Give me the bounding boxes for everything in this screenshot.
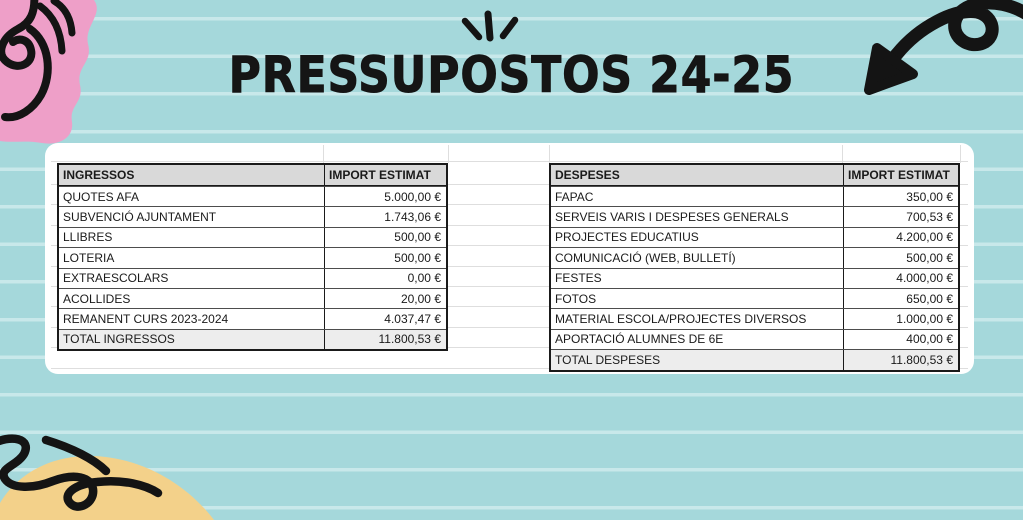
row-label: COMUNICACIÓ (WEB, BULLETÍ) [551,248,844,267]
column-header: DESPESES [551,165,844,185]
gridline [448,145,449,163]
row-label: MATERIAL ESCOLA/PROJECTES DIVERSOS [551,309,844,328]
total-label: TOTAL INGRESSOS [59,330,325,349]
row-label: FESTES [551,269,844,288]
column-header: IMPORT ESTIMAT [329,168,431,182]
table-row [551,186,958,206]
page-title: PRESSUPOSTOS 24-25 [228,46,795,104]
sparkle-icon [455,8,525,50]
row-amount: 500,00 € [394,230,441,245]
gridline [323,145,324,163]
row-label: REMANENT CURS 2023-2024 [59,309,325,328]
row-amount: 400,00 € [906,332,953,347]
row-label: FAPAC [551,187,844,206]
row-amount: 4.000,00 € [896,271,953,286]
row-label: SERVEIS VARIS I DESPESES GENERALS [551,207,844,226]
table-header-row [59,165,446,186]
table-row [551,247,958,267]
spreadsheet-panel [45,143,974,374]
row-amount: 5.000,00 € [384,189,441,204]
row-label: SUBVENCIÓ AJUNTAMENT [59,207,325,226]
row-amount: 350,00 € [906,189,953,204]
row-amount: 4.037,47 € [384,312,441,327]
row-label: QUOTES AFA [59,187,325,206]
table-header-row [551,165,958,186]
row-label: PROJECTES EDUCATIUS [551,228,844,247]
row-amount: 500,00 € [906,250,953,265]
row-amount: 20,00 € [400,291,441,306]
row-label: APORTACIÓ ALUMNES DE 6E [551,330,844,349]
table-row [551,227,958,247]
table-total-row [551,349,958,369]
total-label: TOTAL DESPESES [551,350,844,369]
table-row [59,308,446,328]
table-despeses [549,163,960,372]
table-row [59,227,446,247]
table-row [551,206,958,226]
table-row [551,288,958,308]
table-row [59,268,446,288]
gridline [842,145,843,163]
row-amount: 1.743,06 € [384,210,441,225]
table-row [59,186,446,206]
row-label: ACOLLIDES [59,289,325,308]
table-ingressos [57,163,448,351]
row-label: FOTOS [551,289,844,308]
row-label: EXTRAESCOLARS [59,269,325,288]
table-row [551,308,958,328]
row-label: LOTERIA [59,248,325,267]
row-amount: 700,53 € [906,210,953,225]
table-row [551,268,958,288]
gridline [51,161,968,162]
column-header: IMPORT ESTIMAT [848,168,950,182]
row-label: LLIBRES [59,228,325,247]
total-amount: 11.800,53 € [378,332,441,347]
table-row [59,247,446,267]
table-row [551,329,958,349]
gridline [960,145,961,163]
column-header: INGRESSOS [59,165,325,185]
table-row [59,206,446,226]
row-amount: 1.000,00 € [896,312,953,327]
gridline [549,145,550,163]
row-amount: 500,00 € [394,250,441,265]
row-amount: 650,00 € [906,291,953,306]
total-amount: 11.800,53 € [890,352,953,367]
yellow-blob-doodle-icon [0,425,260,520]
row-amount: 4.200,00 € [896,230,953,245]
table-total-row [59,329,446,349]
row-amount: 0,00 € [407,271,441,286]
table-row [59,288,446,308]
